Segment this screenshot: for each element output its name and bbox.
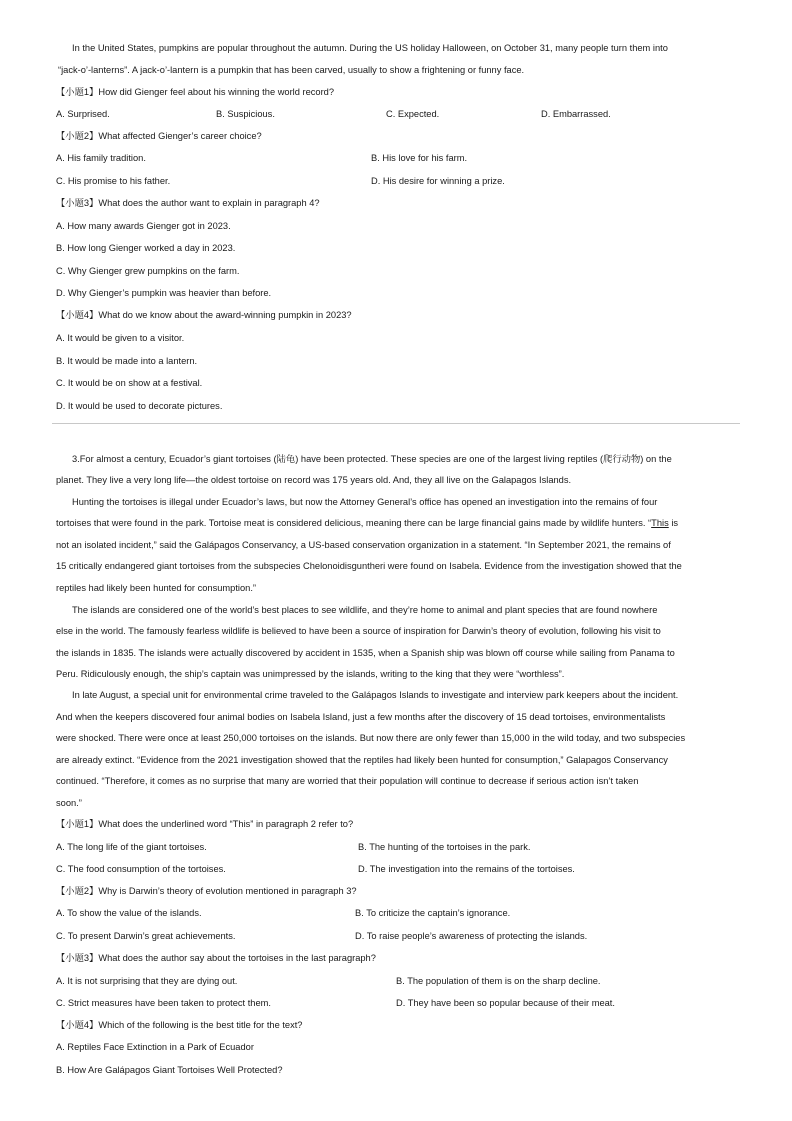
passage2-line: The islands are considered one of the world’s best places to see wildlife, and they’re home to animal and plant species that are found nowhere <box>72 605 658 615</box>
passage2-line: 3.For almost a century, Ecuador’s giant tortoises (陆龟) have been protected. These species are one of the largest living reptiles (爬行动物) on the <box>72 454 672 464</box>
question-stem: 【小题3】What does the author say about the tortoises in the last paragraph? <box>56 953 376 963</box>
option-a: A. It would be given to a visitor. <box>56 333 185 343</box>
passage2-line: soon.” <box>56 798 82 808</box>
passage2-line: reptiles had likely been hunted for consumption.” <box>56 583 257 593</box>
option-d: D. It would be used to decorate pictures. <box>56 401 223 411</box>
passage2-line: are already extinct. “Evidence from the 2021 investigation showed that the reptiles had likely been hunted for consumption,” Galapagos Conservancy <box>56 755 668 765</box>
passage2-line: not an isolated incident,” said the Galápagos Conservancy, a US-based conservation organization in a statement. “In September 2021, the remains of <box>56 540 671 550</box>
passage2-line: Peru. Ridiculously enough, the ship’s captain was unimpressed by the islands, writing to the king that they were “worthless”. <box>56 669 565 679</box>
passage2-line: the islands in 1835. The islands were actually discovered by accident in 1535, when a Spanish ship was blown off course while sailing from Panama to <box>56 648 675 658</box>
option-a: A. It is not surprising that they are dying out. <box>56 976 238 986</box>
question-number: 【小题4】 <box>56 310 99 320</box>
question-number: 【小题4】 <box>56 1020 99 1030</box>
option-b: B. To criticize the captain’s ignorance. <box>355 908 511 918</box>
option-d: D. The investigation into the remains of the tortoises. <box>358 864 575 874</box>
question-number: 【小题2】 <box>56 131 99 141</box>
question-stem: 【小题1】How did Gienger feel about his winning the world record? <box>56 87 335 97</box>
option-b: B. His love for his farm. <box>371 153 468 163</box>
option-c: C. Why Gienger grew pumpkins on the farm. <box>56 266 240 276</box>
question-number: 【小题3】 <box>56 953 99 963</box>
passage1-line: In the United States, pumpkins are popular throughout the autumn. During the US holiday Halloween, on October 31, many people turn them into <box>72 43 668 53</box>
question-stem: 【小题2】Why is Darwin’s theory of evolution mentioned in paragraph 3? <box>56 886 357 896</box>
option-b: B. The population of them is on the sharp decline. <box>396 976 601 986</box>
option-a: A. Reptiles Face Extinction in a Park of Ecuador <box>56 1042 254 1052</box>
option-c: C. Expected. <box>386 109 440 119</box>
section-divider <box>52 423 740 424</box>
option-d: D. To raise people’s awareness of protecting the islands. <box>355 931 588 941</box>
question-number: 【小题1】 <box>56 819 99 829</box>
passage2-line: were shocked. There were once at least 250,000 tortoises on the islands. But now there are only fewer than 15,000 in the wild today, and two subspecies <box>56 733 686 743</box>
passage2-line: planet. They live a very long life—the oldest tortoise on record was 175 years old. And, they all live on the Galapagos Islands. <box>56 475 572 485</box>
question-stem: 【小题4】What do we know about the award-winning pumpkin in 2023? <box>56 310 352 320</box>
option-c: C. It would be on show at a festival. <box>56 378 203 388</box>
passage2-line: In late August, a special unit for environmental crime traveled to the Galápagos Islands to investigate and interview park keepers about the incident. <box>72 690 679 700</box>
question-stem: 【小题4】Which of the following is the best title for the text? <box>56 1020 303 1030</box>
option-b: B. How long Gienger worked a day in 2023. <box>56 243 236 253</box>
question-number: 【小题1】 <box>56 87 99 97</box>
question-stem: 【小题2】What affected Gienger’s career choice? <box>56 131 262 141</box>
question-stem: 【小题3】What does the author want to explain in paragraph 4? <box>56 198 320 208</box>
passage2-line: And when the keepers discovered four animal bodies on Isabela Island, just a few months after the discovery of 15 dead tortoises, environmentalists <box>56 712 666 722</box>
option-a: A. To show the value of the islands. <box>56 908 202 918</box>
option-a: A. How many awards Gienger got in 2023. <box>56 221 231 231</box>
question-number: 【小题3】 <box>56 198 99 208</box>
passage2-line: tortoises that were found in the park. Tortoise meat is considered delicious, meaning there can be large financial gains made by wildlife hunters. “This is <box>56 518 679 528</box>
option-b: B. The hunting of the tortoises in the park. <box>358 842 531 852</box>
passage2-line: else in the world. The famously fearless wildlife is believed to have been a source of inspiration for Darwin’s theory of evolution, following his visit to <box>56 626 661 636</box>
passage2-line: Hunting the tortoises is illegal under Ecuador’s laws, but now the Attorney General’s office has opened an investigation into the remains of four <box>72 497 658 507</box>
option-a: A. The long life of the giant tortoises. <box>56 842 207 852</box>
passage2-line: 15 critically endangered giant tortoises from the subspecies Chelonoidisguntheri were found on Isabela. Evidence from the investigation showed that the <box>56 561 682 571</box>
option-d: D. Why Gienger’s pumpkin was heavier than before. <box>56 288 272 298</box>
option-c: C. Strict measures have been taken to protect them. <box>56 998 271 1008</box>
passage1-line: “jack-o’-lanterns”. A jack-o’-lantern is a pumpkin that has been carved, usually to show a frightening or funny face. <box>58 65 525 75</box>
question-number: 【小题2】 <box>56 886 99 896</box>
option-b: B. It would be made into a lantern. <box>56 356 198 366</box>
option-c: C. The food consumption of the tortoises. <box>56 864 226 874</box>
option-b: B. Suspicious. <box>216 109 275 119</box>
option-d: D. Embarrassed. <box>541 109 611 119</box>
underlined-word: This <box>651 518 669 528</box>
option-a: A. His family tradition. <box>56 153 146 163</box>
option-c: C. His promise to his father. <box>56 176 171 186</box>
option-d: D. They have been so popular because of their meat. <box>396 998 615 1008</box>
passage2-line: continued. “Therefore, it comes as no surprise that many are worried that their population will continue to decrease if serious action isn’t taken <box>56 776 639 786</box>
option-b: B. How Are Galápagos Giant Tortoises Well Protected? <box>56 1065 283 1075</box>
option-c: C. To present Darwin’s great achievements. <box>56 931 236 941</box>
question-stem: 【小题1】What does the underlined word “This” in paragraph 2 refer to? <box>56 819 354 829</box>
option-d: D. His desire for winning a prize. <box>371 176 505 186</box>
option-a: A. Surprised. <box>56 109 110 119</box>
